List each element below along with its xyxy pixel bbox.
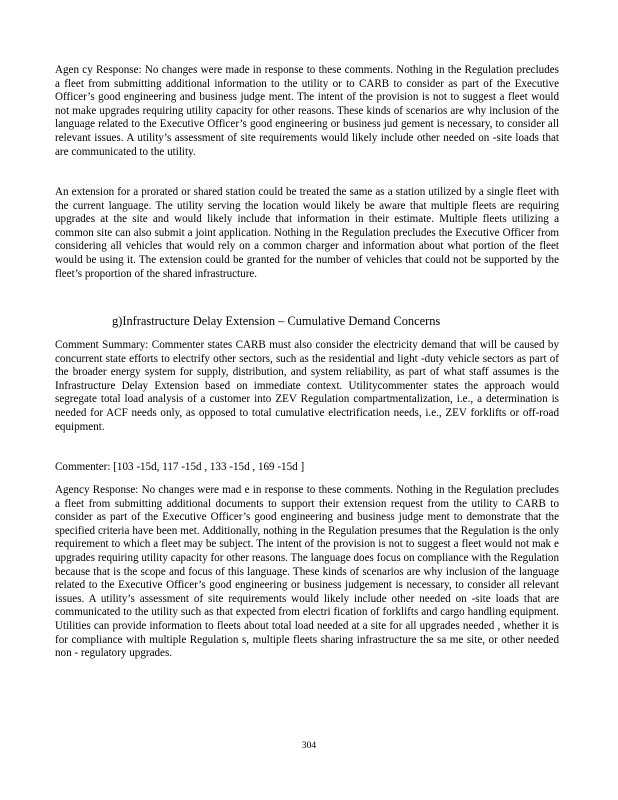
extension-paragraph: An extension for a prorated or shared station could be treated the same as a station utilized by a single fleet with the current language. The utility serving the location would likely be aware that multiple fleets are requiring upgrades at the site and would likely include that information in their estimate. Multiple fleets utilizing a common site can also submit a joint application. Nothing in the Regulation precludes the Executive Officer from considering all vehicles that would rely on a common charger and information about what portion of the fleet would be using it. The extension could be granted for the number of vehicles that could not be supported by the fleet’s proportion of the shared infrastructure. (55, 186, 559, 280)
agency-response-paragraph-1: Agen cy Response: No changes were made in response to these comments. Nothing in the Regulation precludes a fleet from submitting additional information to the utility or to CARB to consider as part of the Executive Officer’s good engineering and business judge ment. The intent of the provision is not to suggest a fleet would not make upgrades requiring utility capacity for other reasons. These kinds of scenarios are why inclusion of the language related to the Executive Officer’s good engineering or business jud gement is necessary, to consider all relevant issues. A utility’s assessment of site requirements would likely include other needed on -site loads that are communicated to the utility. (55, 64, 559, 158)
page-number: 304 (301, 741, 317, 751)
commenter-references: Commenter: [103 -15d, 117 -15d , 133 -15d , 169 -15d ] (55, 461, 305, 473)
agency-response-paragraph-2: Agency Response: No changes were mad e in response to these comments. Nothing in the Regulation precludes a fleet from submitting additional documents to support their extension request from the utility to CARB to consider as part of the Executive Officer’s good engineering and business judge ment to demonstrate that the specified criteria have been met. Additionally, nothing in the Regulation presumes that the Regulation is the only requirement to which a fleet may be subject. The intent of the provision is not to suggest a fleet would not mak e upgrades requiring utility capacity for other reasons. The language does focus on compliance with the Regulation because that is the scope and focus of this language. These kinds of scenarios are why inclusion of the language related to the Executive Officer’s good engineering or business judgement is necessary, to consider all relevant issues. A utility’s assessment of site requirements would likely include other needed on -site loads that are communicated to the utility such as that expected from electri fication of forklifts and cargo handling equipment. Utilities can provide information to fleets about total load needed at a site for all upgrades needed , whether it is for compliance with multiple Regulation s, multiple fleets sharing infrastructure the sa me site, or other needed non - regulatory upgrades. (55, 484, 559, 660)
comment-summary-paragraph: Comment Summary: Commenter states CARB must also consider the electricity demand that will be caused by concurrent state efforts to electrify other sectors, such as the residential and light -duty vehicle sectors as part of the broader energy system for supply, distribution, and system reliability, as part of what staff assumes is the Infrastructure Delay Extension based on immediate context. Utilitycommenter states the approach would segregate total load analysis of a customer into ZEV Regulation compartmentalization, i.e., a determination is needed for ACF needs only, as opposed to total cumulative electrification needs, i.e., ZEV forklifts or off-road equipment. (55, 339, 559, 433)
section-heading: g)Infrastructure Delay Extension – Cumulative Demand Concerns (112, 314, 441, 328)
